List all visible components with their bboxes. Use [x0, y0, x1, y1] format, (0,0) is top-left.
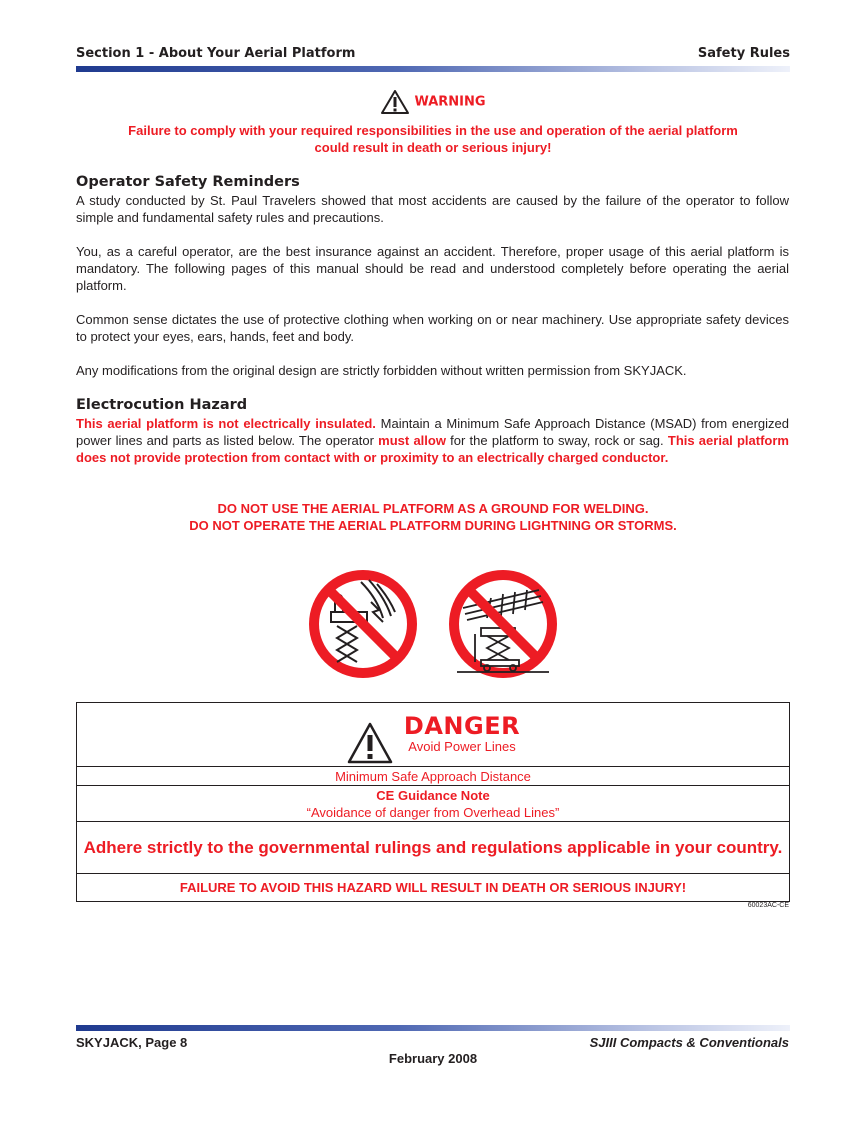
- danger-title: DANGER: [403, 712, 521, 740]
- footer-product: SJIII Compacts & Conventionals: [589, 1035, 789, 1050]
- danger-subtitle: Avoid Power Lines: [408, 739, 516, 754]
- danger-triangle-icon: [346, 721, 394, 765]
- sway-text: for the platform to sway, rock or sag.: [445, 433, 668, 448]
- adhere-cell: Adhere strictly to the governmental rulings and regulations applicable in your country.: [77, 822, 790, 874]
- danger-header-cell: [77, 703, 790, 767]
- warning-line-2: could result in death or serious injury!: [314, 140, 552, 155]
- warning-heading: [0, 89, 866, 115]
- must-allow-text: must allow: [378, 433, 446, 448]
- msad-text: Maintain a Minimum Safe Approach Distance (MSAD) from energized power lines and parts as listed below. The operator: [76, 416, 789, 448]
- not-insulated-text: This aerial platform is not electrically insulated.: [76, 416, 376, 431]
- msad-cell: Minimum Safe Approach Distance: [77, 767, 790, 786]
- no-protection-text: This aerial platform does not provide protection from contact with or proximity to an electrically charged conductor.: [76, 433, 789, 465]
- reminders-paragraph-3: Common sense dictates the use of protective clothing when working on or near machinery. Use appropriate safety devices to protect your eyes, ears, hands, feet and body.: [76, 312, 789, 344]
- ce-guidance-cell: [77, 786, 790, 822]
- figure-code: 60023AC-CE: [747, 902, 789, 909]
- warning-text: [76, 122, 790, 156]
- ce-guidance-quote: “Avoidance of danger from Overhead Lines”: [306, 804, 560, 820]
- no-operation-during-lightning-icon: [447, 568, 559, 680]
- welding-notice: DO NOT USE THE AERIAL PLATFORM AS A GROUND FOR WELDING.: [217, 501, 649, 516]
- reminders-paragraph-1: A study conducted by St. Paul Travelers showed that most accidents are caused by the failure of the operator to follow simple and fundamental safety rules and precautions.: [76, 193, 789, 225]
- reminders-paragraph-2: You, as a careful operator, are the best insurance against an accident. Therefore, proper usage of this aerial platform is mandatory. The following pages of this manual should be read and understood completely before operating the aerial platform.: [76, 244, 789, 293]
- prohibition-pictograms: [307, 568, 559, 680]
- warning-label: WARNING: [414, 94, 486, 110]
- no-lift-near-power-lines-icon: [307, 568, 419, 680]
- topic-title: Safety Rules: [697, 46, 790, 61]
- section-title: Section 1 - About Your Aerial Platform: [76, 46, 356, 61]
- electrocution-heading: Electrocution Hazard: [76, 397, 248, 413]
- page-header: [76, 46, 790, 62]
- warning-line-1: Failure to comply with your required responsibilities in the use and operation of the aerial platform: [128, 123, 738, 138]
- footer-rule: [76, 1025, 790, 1031]
- footer-page: SKYJACK, Page 8: [76, 1035, 188, 1050]
- electrocution-paragraph: [76, 415, 789, 466]
- danger-box: [76, 702, 790, 902]
- ce-guidance-title: CE Guidance Note: [376, 787, 490, 803]
- warning-triangle-icon: [380, 89, 410, 115]
- failure-cell: FAILURE TO AVOID THIS HAZARD WILL RESULT IN DEATH OR SERIOUS INJURY!: [77, 874, 790, 902]
- reminders-heading: Operator Safety Reminders: [76, 174, 300, 190]
- reminders-paragraph-4: Any modifications from the original design are strictly forbidden without written permission from SKYJACK.: [76, 363, 687, 378]
- lightning-notice: DO NOT OPERATE THE AERIAL PLATFORM DURING LIGHTNING OR STORMS.: [189, 518, 677, 533]
- header-rule: [76, 66, 790, 72]
- footer-date: February 2008: [388, 1051, 478, 1066]
